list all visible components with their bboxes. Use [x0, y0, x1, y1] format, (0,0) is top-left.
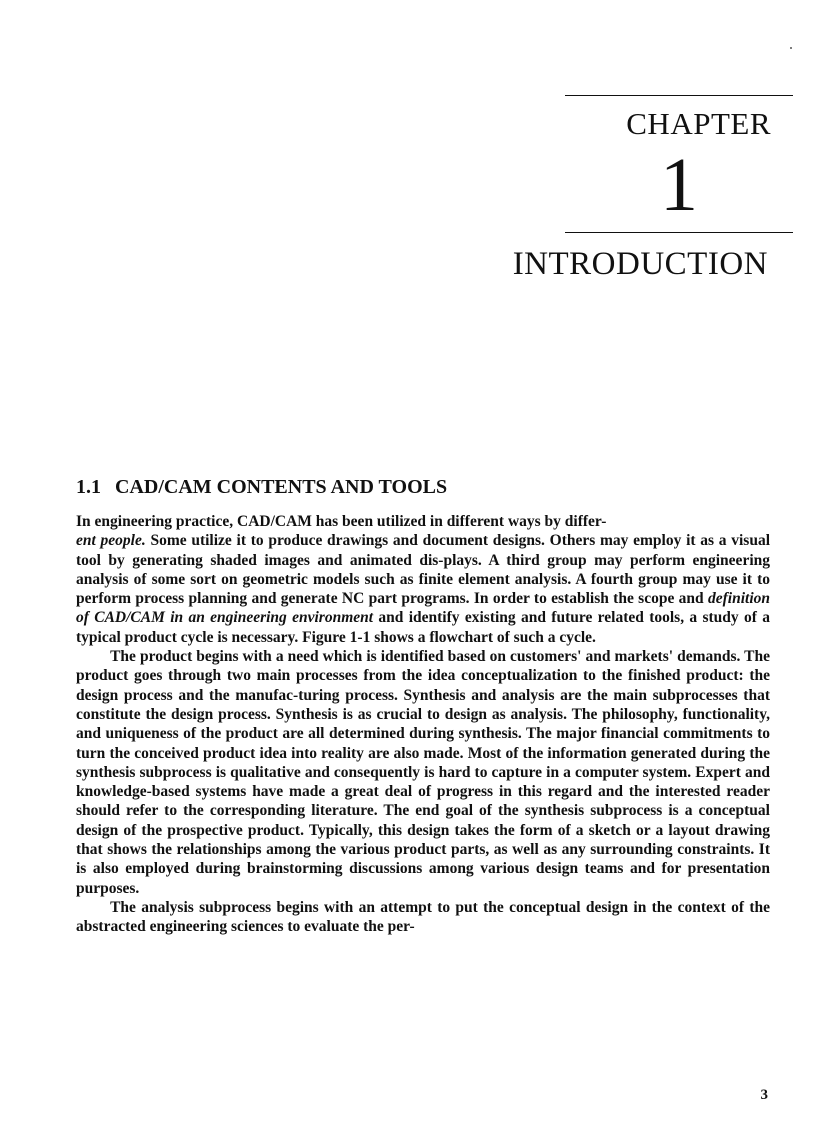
body-text: [76, 512, 770, 937]
chapter-label: CHAPTER: [626, 106, 771, 141]
section-heading: [76, 476, 447, 499]
section-title: CAD/CAM CONTENTS AND TOOLS: [115, 476, 448, 498]
paragraph-3: The analysis subprocess begins with an attempt to put the conceptual design in the context of the abstracted engineering sciences to evaluate the per-: [76, 898, 770, 936]
chapter-title: INTRODUCTION: [512, 246, 768, 282]
paragraph-1-text-b: Some utilize it to produce drawings and document designs. Others may employ it as a visual tool by generating shaded images and animated dis-plays. A third group may perform engineering analysis of some sort on geometric models such as finite element analysis. A fourth group may use it to perform process planning and generate NC part programs. In order to establish the scope and: [76, 532, 771, 608]
section-number: 1.1: [76, 476, 101, 498]
chapter-bottom-rule: [565, 232, 793, 233]
chapter-top-rule: [565, 95, 793, 96]
paragraph-1-italic-a: ent people.: [76, 532, 146, 550]
page-number: 3: [760, 1087, 768, 1103]
paragraph-1-italic-b: definition of CAD/CAM in an engineering environment: [76, 590, 770, 627]
paragraph-1-text-a: In engineering practice, CAD/CAM has been utilized in different ways by differ-: [76, 513, 607, 530]
scan-speck: [790, 47, 792, 49]
chapter-number: 1: [660, 143, 698, 227]
paragraph-2: The product begins with a need which is identified based on customers' and markets' demands. The product goes through two main processes from the idea conceptualization to the finished product: the design process and the manufac-turing process. Synthesis and analysis are the main subprocesses that constitute the design process. Synthesis is as crucial to design as analysis. The philosophy, functionality, and uniqueness of the product are all determined during synthesis. The major financial commitments to turn the conceived product idea into reality are also made. Most of the information generated during the synthesis subprocess is qualitative and consequently is hard to capture in a computer system. Expert and knowledge-based systems have made a great deal of progress in this regard and the interested reader should refer to the corresponding literature. The end goal of the synthesis subprocess is a conceptual design of the prospective product. Typically, this design takes the form of a sketch or a layout drawing that shows the relationships among the various product parts, as well as any surrounding constraints. It is also employed during brainstorming discussions among various design teams and for presentation purposes.: [76, 648, 770, 897]
paragraph-1: [76, 512, 770, 647]
paragraph-1-text-c: and identify existing and future related tools, a study of a typical product cycle is necessary. Figure 1-1 shows a flowchart of such a cycle.: [76, 609, 770, 646]
